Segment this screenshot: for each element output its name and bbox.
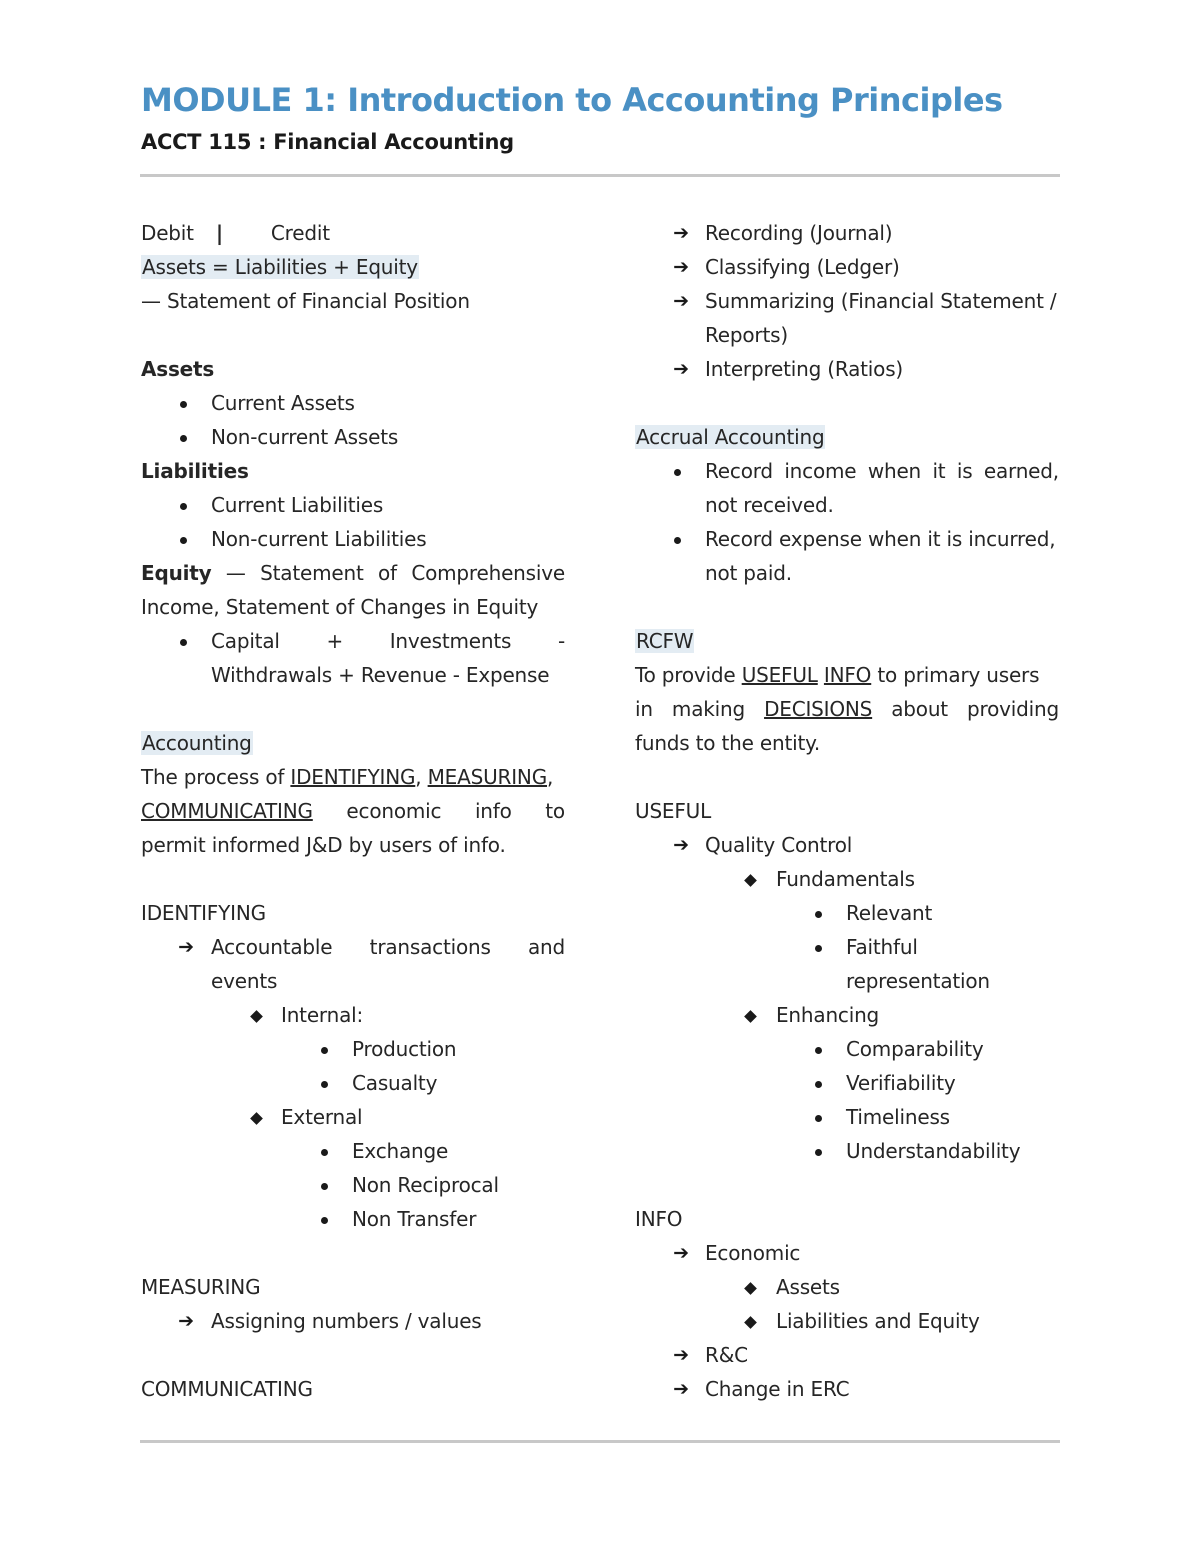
arrow-icon: ➔ bbox=[673, 1344, 689, 1366]
arrow-icon: ➔ bbox=[673, 1378, 689, 1400]
identifying-heading: IDENTIFYING bbox=[141, 901, 266, 925]
list-item: ➔ Assigning numbers / values bbox=[141, 1304, 565, 1338]
top-divider bbox=[140, 174, 1060, 177]
list-item: Understandability bbox=[635, 1134, 1059, 1168]
right-column bbox=[635, 216, 1059, 1406]
list-item: ➔ Classifying (Ledger) bbox=[635, 250, 1059, 284]
bullet-icon bbox=[815, 1047, 822, 1054]
list-item: ➔ Change in ERC bbox=[635, 1372, 1059, 1406]
list-item: ➔ R&C bbox=[635, 1338, 1059, 1372]
diamond-bullet-icon bbox=[744, 874, 757, 887]
list-item: Current Liabilities bbox=[141, 488, 565, 522]
list-item-continued: representation bbox=[846, 969, 990, 993]
bullet-icon bbox=[321, 1081, 328, 1088]
list-item: Non-current Assets bbox=[141, 420, 565, 454]
list-item: Fundamentals bbox=[635, 862, 1059, 896]
list-item-continued: Reports) bbox=[705, 323, 788, 347]
accounting-def-line-2: COMMUNICATING economic info to bbox=[141, 799, 565, 823]
bullet-icon bbox=[815, 911, 822, 918]
bullet-icon bbox=[180, 537, 187, 544]
arrow-icon: ➔ bbox=[673, 290, 689, 312]
course-subtitle: ACCT 115 : Financial Accounting bbox=[141, 130, 514, 154]
list-item: ➔ Quality Control bbox=[635, 828, 1059, 862]
list-item: Assets bbox=[635, 1270, 1059, 1304]
list-item-continued: not received. bbox=[705, 493, 834, 517]
list-item: Enhancing bbox=[635, 998, 1059, 1032]
bullet-icon bbox=[815, 945, 822, 952]
arrow-icon: ➔ bbox=[673, 222, 689, 244]
arrow-icon: ➔ bbox=[673, 834, 689, 856]
diamond-bullet-icon bbox=[744, 1010, 757, 1023]
arrow-icon: ➔ bbox=[673, 1242, 689, 1264]
accounting-def-line-1: The process of IDENTIFYING, MEASURING, bbox=[141, 765, 554, 789]
credit-label: Credit bbox=[270, 221, 330, 245]
rcfw-heading: RCFW bbox=[636, 629, 694, 653]
list-item: ➔ Summarizing (Financial Statement / bbox=[635, 284, 1059, 318]
communicating-heading: COMMUNICATING bbox=[141, 1377, 313, 1401]
bullet-icon bbox=[180, 435, 187, 442]
debit-credit-line bbox=[141, 216, 565, 250]
bullet-icon bbox=[180, 639, 187, 646]
list-item: Current Assets bbox=[141, 386, 565, 420]
arrow-icon: ➔ bbox=[178, 936, 194, 958]
diamond-bullet-icon bbox=[744, 1282, 757, 1295]
list-item: Casualty bbox=[141, 1066, 565, 1100]
list-item: Non Reciprocal bbox=[141, 1168, 565, 1202]
equity-line-2: Income, Statement of Changes in Equity bbox=[141, 595, 539, 619]
info-heading: INFO bbox=[635, 1207, 683, 1231]
list-item: ➔ Economic bbox=[635, 1236, 1059, 1270]
accounting-heading: Accounting bbox=[142, 731, 252, 755]
assets-heading: Assets bbox=[141, 357, 215, 381]
diamond-bullet-icon bbox=[744, 1316, 757, 1329]
diamond-bullet-icon bbox=[250, 1112, 263, 1125]
left-column bbox=[141, 216, 565, 1406]
list-item: Exchange bbox=[141, 1134, 565, 1168]
accrual-heading: Accrual Accounting bbox=[636, 425, 825, 449]
bullet-icon bbox=[180, 401, 187, 408]
equity-line: Equity — Statement of Comprehensive bbox=[141, 556, 565, 590]
accounting-equation bbox=[141, 250, 565, 284]
list-item: Liabilities and Equity bbox=[635, 1304, 1059, 1338]
list-item-continued: events bbox=[211, 969, 278, 993]
list-item: Capital + Investments - bbox=[141, 624, 565, 658]
debit-label: Debit bbox=[141, 221, 194, 245]
list-item: Non Transfer bbox=[141, 1202, 565, 1236]
list-item: ➔ Accountable transactions and bbox=[141, 930, 565, 964]
rcfw-line-2: in making DECISIONS about providing bbox=[635, 697, 1059, 721]
rcfw-line-3: funds to the entity. bbox=[635, 731, 821, 755]
list-item-continued: not paid. bbox=[705, 561, 792, 585]
bullet-icon bbox=[321, 1149, 328, 1156]
arrow-icon: ➔ bbox=[673, 358, 689, 380]
bullet-icon bbox=[321, 1047, 328, 1054]
measuring-heading: MEASURING bbox=[141, 1275, 261, 1299]
list-item: Timeliness bbox=[635, 1100, 1059, 1134]
equity-heading: Equity bbox=[141, 561, 212, 585]
list-item: Verifiability bbox=[635, 1066, 1059, 1100]
bullet-icon bbox=[180, 503, 187, 510]
document-header bbox=[141, 80, 1061, 156]
list-item: Record income when it is earned, bbox=[635, 454, 1059, 488]
bottom-divider bbox=[140, 1440, 1060, 1443]
list-item: Faithful bbox=[635, 930, 1059, 964]
bullet-icon bbox=[815, 1149, 822, 1156]
liabilities-heading: Liabilities bbox=[141, 459, 249, 483]
list-item: Non-current Liabilities bbox=[141, 522, 565, 556]
bullet-icon bbox=[815, 1115, 822, 1122]
sfp-note: — Statement of Financial Position bbox=[141, 289, 470, 313]
list-item: Comparability bbox=[635, 1032, 1059, 1066]
list-item: Internal: bbox=[141, 998, 565, 1032]
bullet-icon bbox=[815, 1081, 822, 1088]
divider-bar: | bbox=[215, 221, 223, 245]
arrow-icon: ➔ bbox=[673, 256, 689, 278]
page-title: MODULE 1: Introduction to Accounting Principles bbox=[141, 81, 1003, 119]
bullet-icon bbox=[674, 537, 681, 544]
arrow-icon: ➔ bbox=[178, 1310, 194, 1332]
equation-highlight: Assets = Liabilities + Equity bbox=[142, 255, 418, 279]
rcfw-line-1: To provide USEFUL INFO to primary users bbox=[635, 663, 1040, 687]
bullet-icon bbox=[321, 1217, 328, 1224]
bullet-icon bbox=[674, 469, 681, 476]
accounting-def-line-3: permit informed J&D by users of info. bbox=[141, 833, 506, 857]
useful-heading: USEFUL bbox=[635, 799, 712, 823]
list-item: ➔ Interpreting (Ratios) bbox=[635, 352, 1059, 386]
list-item: External bbox=[141, 1100, 565, 1134]
list-item: ➔ Recording (Journal) bbox=[635, 216, 1059, 250]
list-item-continued: Withdrawals + Revenue - Expense bbox=[211, 663, 550, 687]
list-item: Relevant bbox=[635, 896, 1059, 930]
list-item: Production bbox=[141, 1032, 565, 1066]
bullet-icon bbox=[321, 1183, 328, 1190]
diamond-bullet-icon bbox=[250, 1010, 263, 1023]
list-item: Record expense when it is incurred, bbox=[635, 522, 1059, 556]
